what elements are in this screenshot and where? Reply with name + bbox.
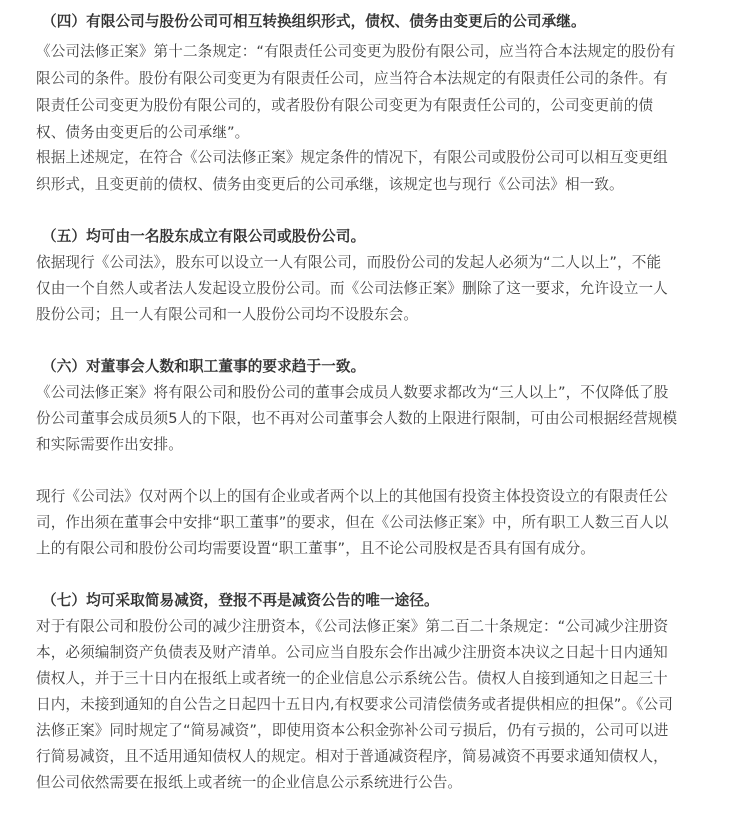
section-7-heading: （七）均可采取简易减资，登报不再是减资公告的唯一途径。 [42, 592, 439, 609]
section-4-text-line: 权、债务由变更后的公司承继”。 [36, 124, 250, 141]
section-6-text-line: 《公司法修正案》将有限公司和股份公司的董事会成员人数要求都改为“三人以上”，不仅降低了股 [36, 384, 669, 401]
section-7-text-line: 本，必须编制资产负债表及财产清单。公司应当自股东会作出减少注册资本决议之日起十日内通知 [36, 644, 668, 661]
section-7-text-line: 行简易减资，且不适用通知债权人的规定。相对于普通减资程序，简易减资不再要求通知债权人， [36, 748, 668, 765]
section-6-text-line: 份公司董事会成员须5人的下限，也不再对公司董事会人数的上限进行限制，可由公司根据经营规模 [36, 410, 678, 427]
section-5-heading: （五）均可由一名股东成立有限公司或股份公司。 [42, 228, 366, 245]
section-4-text-line: 《公司法修正案》第十二条规定：“有限责任公司变更为股份有限公司，应当符合本法规定的股份有 [36, 43, 676, 60]
section-4-text-line: 限责任公司变更为股份有限公司的，或者股份有限公司变更为有限责任公司的，公司变更前的债 [36, 97, 654, 114]
section-6-extra-line: 现行《公司法》仅对两个以上的国有企业或者两个以上的其他国有投资主体投资设立的有限责任公 [36, 488, 668, 505]
section-4-text-line: 织形式，且变更前的债权、债务由变更后的公司承继，该规定也与现行《公司法》相一致。 [36, 176, 624, 193]
section-5-text-line: 仅由一个自然人或者法人发起设立股份公司。而《公司法修正案》删除了这一要求，允许设立一人 [36, 280, 668, 297]
section-6-heading: （六）对董事会人数和职工董事的要求趋于一致。 [42, 358, 366, 375]
section-7-text-line: 日内，未接到通知的自公告之日起四十五日内,有权要求公司清偿债务或者提供相应的担保”。《公司 [36, 696, 673, 713]
section-7-text-line: 对于有限公司和股份公司的减少注册资本，《公司法修正案》第二百二十条规定：“公司减少注册资 [36, 618, 669, 635]
section-6-text-line: 和实际需要作出安排。 [36, 436, 183, 453]
section-5-text-line: 依据现行《公司法》，股东可以设立一人有限公司，而股份公司的发起人必须为“二人以上”，不能 [36, 254, 662, 271]
section-7-text-line: 债权人，并于三十日内在报纸上或者统一的企业信息公示系统公告。债权人自接到通知之日起三十 [36, 670, 668, 687]
section-5-text-line: 股份公司；且一人有限公司和一人股份公司均不设股东会。 [36, 306, 419, 323]
section-6-extra-line: 上的有限公司和股份公司均需要设置“职工董事”，且不论公司股权是否具有国有成分。 [36, 540, 595, 557]
section-4-text-line: 限公司的条件。股份有限公司变更为有限责任公司，应当符合本法规定的有限责任公司的条件。有 [36, 70, 668, 87]
section-7-text-line: 但公司依然需要在报纸上或者统一的企业信息公示系统进行公告。 [36, 774, 463, 791]
section-4-heading: （四）有限公司与股份公司可相互转换组织形式，债权、债务由变更后的公司承继。 [42, 13, 586, 30]
section-7-text-line: 法修正案》同时规定了“简易减资”，即使用资本公积金弥补公司亏损后，仍有亏损的，公司可以进 [36, 722, 669, 739]
section-4-text-line: 根据上述规定，在符合《公司法修正案》规定条件的情况下，有限公司或股份公司可以相互变更组 [36, 149, 668, 166]
section-6-extra-line: 司，作出须在董事会中安排“职工董事”的要求，但在《公司法修正案》中，所有职工人数三百人以 [36, 514, 669, 531]
